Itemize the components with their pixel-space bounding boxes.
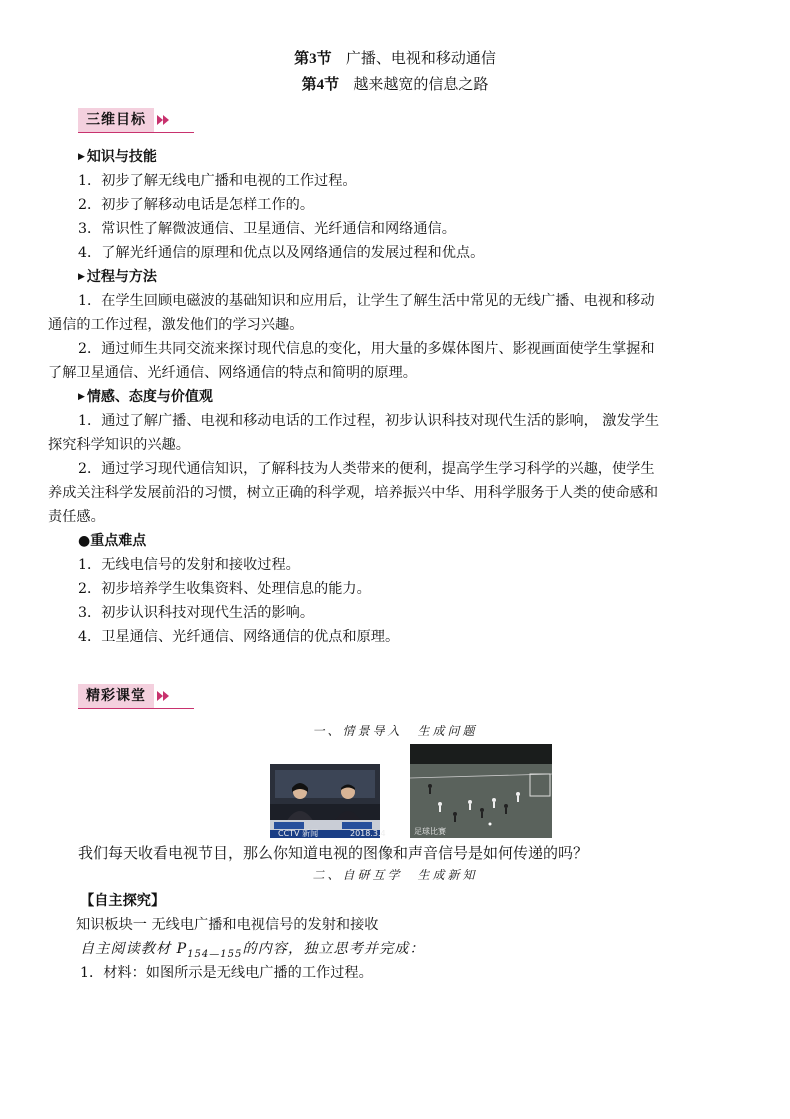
paragraph-line: 责任感。 [48, 509, 105, 525]
list-item: 2．初步了解移动电话是怎样工作的。 [78, 197, 315, 213]
triangle-bullet-icon: ▶ [78, 392, 85, 402]
title-text: 越来越宽的信息之路 [353, 75, 489, 93]
title-text: 广播、电视和移动通信 [345, 49, 496, 67]
photo-caption: 足球比赛 [414, 827, 446, 836]
badge-label: 三维目标 [78, 108, 154, 132]
question-text: 我们每天收看电视节目，那么你知道电视的图像和声音信号是如何传递的吗？ [78, 844, 589, 862]
subheading-process: ▶ 过程与方法 [78, 269, 157, 285]
paragraph-line: 了解卫星通信、光纤通信、网络通信的特点和简明的原理。 [48, 365, 417, 381]
paragraph-line: 探究科学知识的兴趣。 [48, 437, 190, 453]
double-arrow-icon [154, 684, 194, 708]
double-arrow-icon [154, 108, 194, 132]
subheading-emotion: ▶ 情感、态度与价值观 [78, 389, 213, 405]
football-match-image [410, 744, 552, 838]
paragraph-line: 通信的工作过程，激发他们的学习兴趣。 [48, 317, 304, 333]
section-title-3 [0, 48, 790, 69]
explore-heading: 【自主探究】 [80, 893, 166, 909]
photo-caption: CCTV 新闻 [278, 829, 319, 838]
title-number: 第3节 [294, 51, 332, 67]
list-item: 1．初步了解无线电广播和电视的工作过程。 [78, 173, 357, 189]
triangle-bullet-icon: ▶ [78, 152, 85, 162]
paragraph-line: 2．通过师生共同交流来探讨现代信息的变化，用大量的多媒体图片、影视画面使学生掌握和 [78, 341, 655, 357]
badge-classroom [78, 684, 194, 709]
part-heading-2: 二、自研互学 生成新知 [312, 868, 478, 882]
list-item: 3．初步认识科技对现代生活的影响。 [78, 605, 315, 621]
photo-date: 2018.3.4 [350, 829, 386, 838]
list-item: 4．了解光纤通信的原理和优点以及网络通信的发展过程和优点。 [78, 245, 485, 261]
list-item: 2．初步培养学生收集资料、处理信息的能力。 [78, 581, 371, 597]
material-line: 1．材料：如图所示是无线电广播的工作过程。 [80, 965, 373, 981]
subheading-knowledge: ▶ 知识与技能 [78, 149, 157, 165]
list-item: 1．无线电信号的发射和接收过程。 [78, 557, 300, 573]
subheading-key-points: ●重点难点 [78, 533, 147, 549]
title-number: 第4节 [301, 77, 340, 93]
news-anchors-image [270, 764, 386, 838]
paragraph-line: 1．通过了解广播、电视和移动电话的工作过程，初步认识科技对现代生活的影响， 激发学生 [78, 413, 660, 429]
paragraph-line: 2．通过学习现代通信知识，了解科技为人类带来的便利，提高学生学习科学的兴趣，使学生 [78, 461, 655, 477]
knowledge-block-title: 知识板块一 无线电广播和电视信号的发射和接收 [76, 917, 379, 933]
section-title-4 [0, 74, 790, 95]
list-item: 3．常识性了解微波通信、卫星通信、光纤通信和网络通信。 [78, 221, 456, 237]
paragraph-line: 1．在学生回顾电磁波的基础知识和应用后，让学生了解生活中常见的无线广播、电视和移动 [78, 293, 655, 309]
part-heading-1: 一、情景导入 生成问题 [312, 724, 478, 738]
badge-label: 精彩课堂 [78, 684, 154, 708]
triangle-bullet-icon: ▶ [78, 272, 85, 282]
badge-objectives [78, 108, 194, 133]
reading-instruction: 自主阅读教材 $P_{154—155}$的内容，独立思考并完成： [80, 941, 425, 960]
list-item: 4．卫星通信、光纤通信、网络通信的优点和原理。 [78, 629, 400, 645]
paragraph-line: 养成关注科学发展前沿的习惯，树立正确的科学观，培养振兴中华、用科学服务于人类的使命感和 [48, 485, 659, 501]
